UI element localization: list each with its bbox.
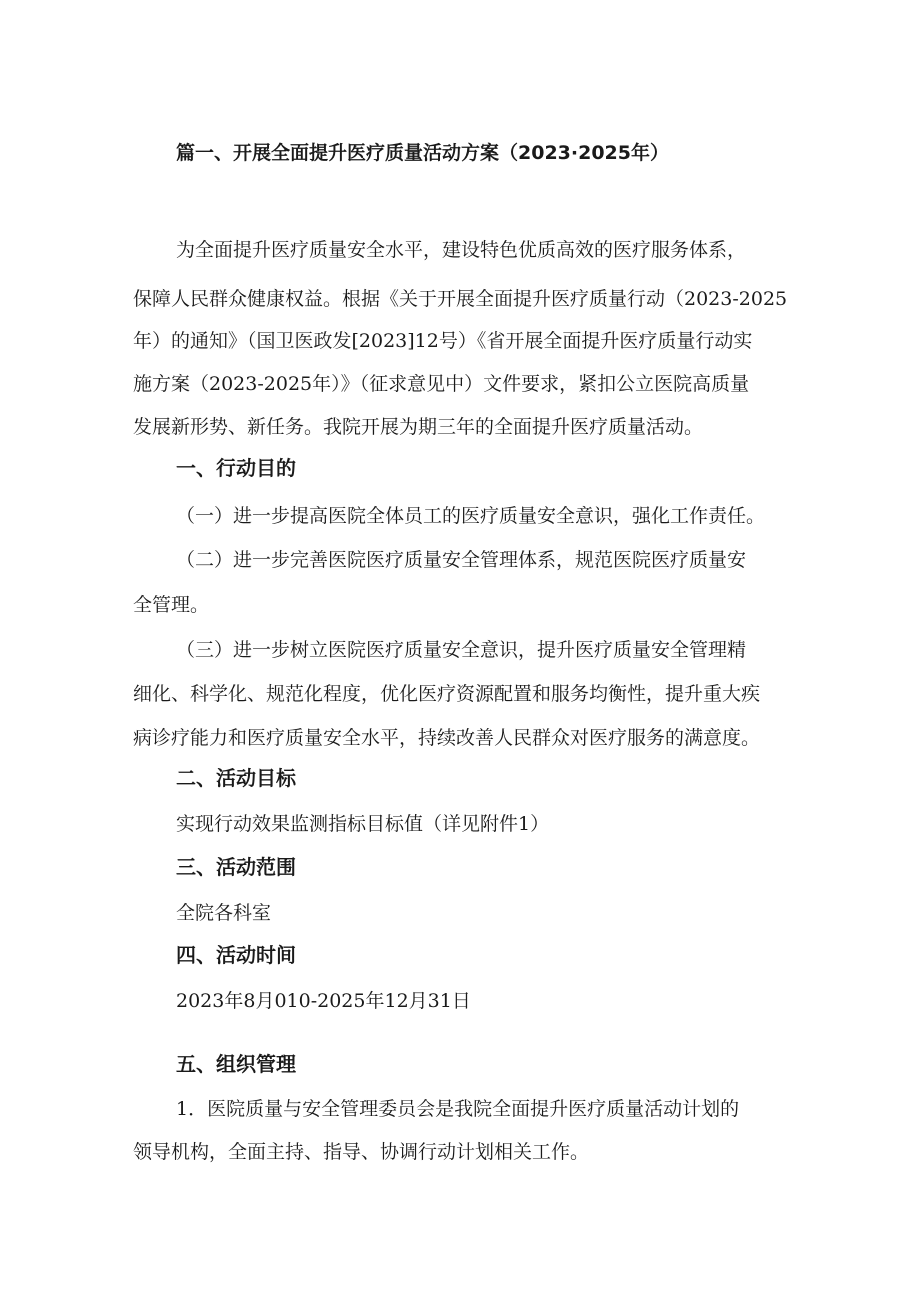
document-title: 篇一、开展全面提升医疗质量活动方案（2023·2025年） xyxy=(176,142,669,164)
intro-line-2: 保障人民群众健康权益。根据《关于开展全面提升医疗质量行动（2023-2025 xyxy=(133,288,788,310)
section4-heading: 四、活动时间 xyxy=(176,943,296,967)
section5-item1-line-2: 领导机构，全面主持、指导、协调行动计划相关工作。 xyxy=(133,1141,590,1163)
section2-heading: 二、活动目标 xyxy=(176,766,296,790)
section1-item2-line-1: （二）进一步完善医院医疗质量安全管理体系，规范医院医疗质量安 xyxy=(176,549,747,571)
section1-heading: 一、行动目的 xyxy=(176,456,296,480)
section5-item1-line-1: 1．医院质量与安全管理委员会是我院全面提升医疗质量活动计划的 xyxy=(176,1098,740,1120)
section1-item3-line-2: 细化、科学化、规范化程度，优化医疗资源配置和服务均衡性，提升重大疾 xyxy=(133,683,761,705)
intro-line-1: 为全面提升医疗质量安全水平，建设特色优质高效的医疗服务体系， xyxy=(176,239,747,261)
section1-item3-line-3: 病诊疗能力和医疗质量安全水平，持续改善人民群众对医疗服务的满意度。 xyxy=(133,727,761,749)
section1-item1-line-1: （一）进一步提高医院全体员工的医疗质量安全意识，强化工作责任。 xyxy=(176,505,766,527)
section1-item3-line-1: （三）进一步树立医院医疗质量安全意识，提升医疗质量安全管理精 xyxy=(176,639,747,661)
section2-text: 实现行动效果监测指标目标值（详见附件1） xyxy=(176,813,550,835)
section1-item2-line-2: 全管理。 xyxy=(133,594,210,616)
section4-text: 2023年8月010-2025年12月31日 xyxy=(176,990,471,1012)
section3-text: 全院各科室 xyxy=(176,902,272,924)
intro-line-3: 年）的通知》（国卫医政发[2023]12号）《省开展全面提升医疗质量行动实 xyxy=(133,330,753,352)
intro-line-4: 施方案（2023-2025年）》（征求意见中）文件要求，紧扣公立医院高质量 xyxy=(133,373,750,395)
section3-heading: 三、活动范围 xyxy=(176,855,296,879)
intro-line-5: 发展新形势、新任务。我院开展为期三年的全面提升医疗质量活动。 xyxy=(133,416,704,438)
section5-heading: 五、组织管理 xyxy=(176,1052,296,1076)
